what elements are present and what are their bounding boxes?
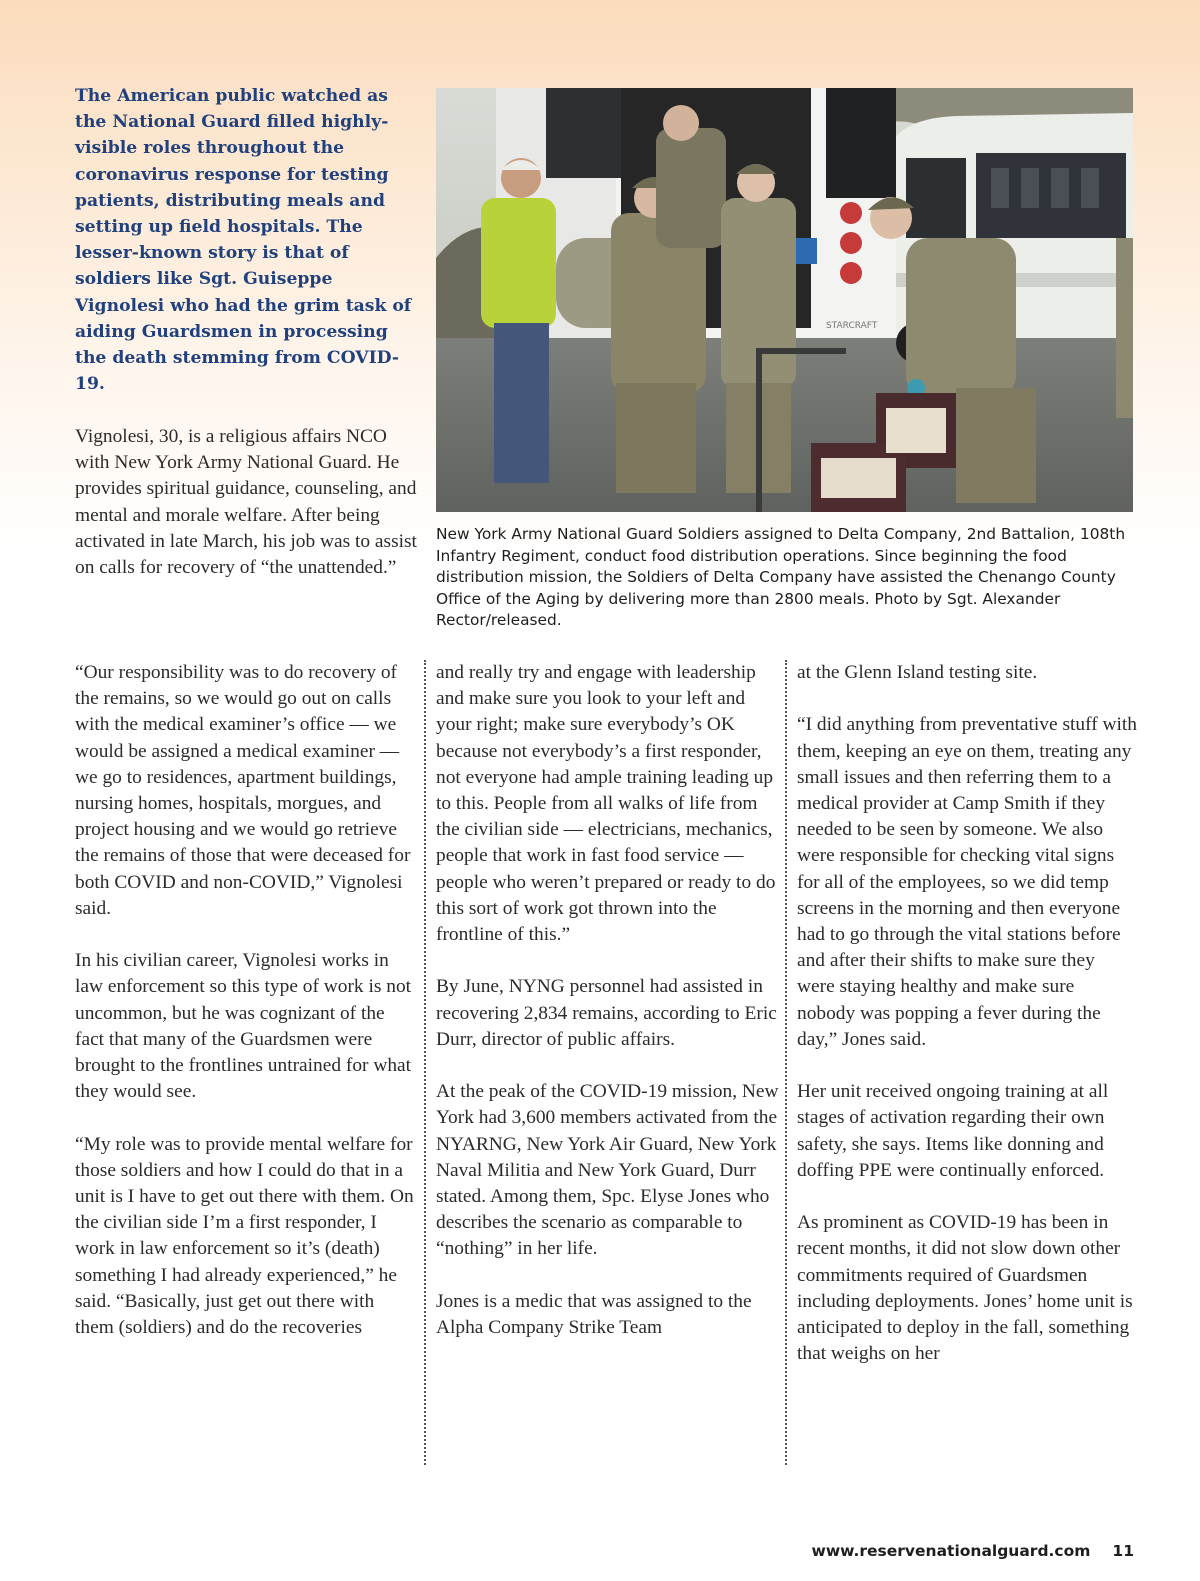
- paragraph: At the peak of the COVID-19 mission, New York had 3,600 members activated from the NYARNG, New York Air Guard, New York Naval Militia and New York Guard, Durr stated. Among them, Spc. Elyse Jones who describes the scenario as comparable to “nothing” in her life.: [436, 1081, 779, 1260]
- column-3: [797, 660, 1137, 1367]
- paragraph: Her unit received ongoing training at all stages of activation regarding their own safety, she says. Items like donning and doffing PPE were continually enforced.: [797, 1081, 1109, 1181]
- paragraph: “Our responsibility was to do recovery of the remains, so we would go out on calls with the medical examiner’s office — we would be assigned a medical examiner — we go to residences, apartment buildings, nursing homes, hospitals, morgues, and project housing and we would go retrieve the remains of those that were deceased for both COVID and non-COVID,” Vignolesi said.: [75, 662, 411, 919]
- column-divider: [424, 660, 426, 1465]
- paragraph: In his civilian career, Vignolesi works in law enforcement so this type of work is not uncommon, but he was cognizant of the fact that many of the Guardsmen were brought to the frontlines untrained for what they would see.: [75, 950, 412, 1103]
- top-left-text: [75, 424, 420, 581]
- photo-illustration: [436, 88, 1133, 512]
- paragraph: “I did anything from preventative stuff with them, keeping an eye on them, treating any small issues and then referring them to a medical provider at Camp Smith if they needed to be seen by someone. We also were responsible for checking vital signs for all of the employees, so we did temp screens in the morning and then everyone had to go through the vital stations before and after their shifts to make sure they were staying healthy and make sure nobody was popping a fever during the day,” Jones said.: [797, 714, 1137, 1050]
- bus-logo: STARCRAFT: [826, 321, 878, 331]
- intro-lede: [75, 83, 415, 397]
- footer-url[interactable]: www.reservenationalguard.com: [811, 1542, 1091, 1560]
- paragraph: Jones is a medic that was assigned to the Alpha Company Strike Team: [436, 1290, 752, 1339]
- paragraph: As prominent as COVID-19 has been in recent months, it did not slow down other commitments required of Guardsmen including deployments. Jones’ home unit is anticipated to deploy in the fall, something that weighs on her: [797, 1212, 1133, 1365]
- paragraph: “My role was to provide mental welfare for those soldiers and how I could do that in a unit is I have to get out there with them. On the civilian side I’m a first responder, I work in law enforcement so it’s (death) something I had already experienced,” he said. “Basically, just get out there with them (soldiers) and do the recoveries: [75, 1133, 414, 1339]
- photo-caption: New York Army National Guard Soldiers assigned to Delta Company, 2nd Battalion, 108th Infantry Regiment, conduct food distribution operations. Since beginning the food distribution mission, the Soldiers of Delta Company have assisted the Chenango County Office of the Aging by delivering more than 2800 meals. Photo by Sgt. Alexander Rector/released.: [436, 525, 1126, 629]
- column-1: [75, 660, 415, 1341]
- column-divider: [785, 660, 787, 1465]
- column-2: [436, 660, 781, 1341]
- article-photo: [436, 88, 1133, 512]
- paragraph: Vignolesi, 30, is a religious affairs NCO with New York Army National Guard. He provides spiritual guidance, counseling, and mental and morale welfare. After being activated in late March, his job was to assist on calls for recovery of “the unattended.”: [75, 426, 417, 579]
- paragraph: and really try and engage with leadership and make sure you look to your left and your right; make sure everybody’s OK because not everybody’s a first responder, not everyone had ample training leading up to this. People from all walks of life from the civilian side — electricians, mechanics, people that work in fast food service — people who weren’t prepared or ready to do this sort of work got thrown into the frontline of this.”: [436, 662, 776, 946]
- paragraph: By June, NYNG personnel had assisted in recovering 2,834 remains, according to Eric Durr, director of public affairs.: [436, 976, 777, 1050]
- intro-paragraph: The American public watched as the National Guard filled highly-visible roles throughout the coronavirus response for testing patients, distributing meals and setting up field hospitals. The lesser-known story is that of soldiers like Sgt. Guiseppe Vignolesi who had the grim task of aiding Guardsmen in processing the death stemming from COVID-19.: [75, 86, 412, 395]
- page-number: 11: [1112, 1542, 1134, 1560]
- paragraph: at the Glenn Island testing site.: [797, 662, 1038, 683]
- page-footer: [812, 1542, 1134, 1560]
